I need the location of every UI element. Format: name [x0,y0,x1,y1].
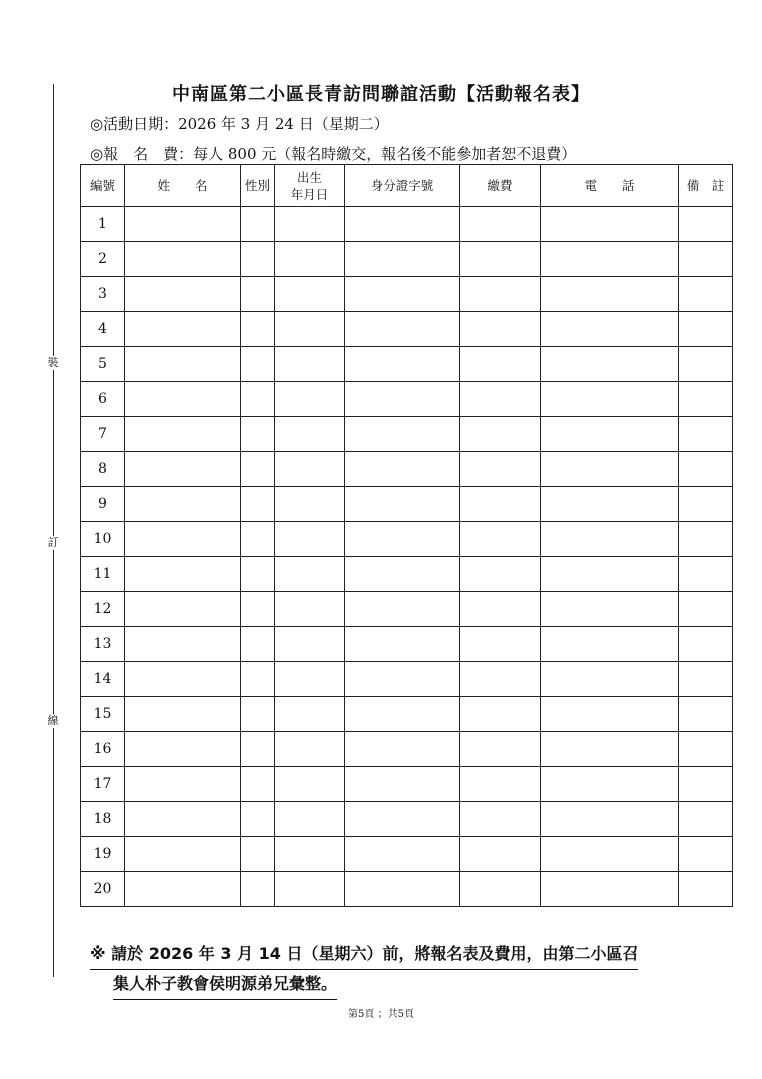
payment-cell[interactable] [460,487,541,522]
gender-cell[interactable] [241,207,275,242]
name-cell[interactable] [125,487,241,522]
registration-table [80,164,733,907]
id-number-cell[interactable] [345,732,460,767]
row-number: 9 [81,487,125,522]
phone-cell[interactable] [541,522,679,557]
note-line-2: 集人朴子教會侯明源弟兄彙整。 [113,970,337,1000]
id-number-cell[interactable] [345,277,460,312]
table-row [81,697,733,732]
id-number-cell[interactable] [345,802,460,837]
phone-cell[interactable] [541,277,679,312]
birthdate-cell[interactable] [275,452,345,487]
binding-line [53,84,54,977]
remarks-cell[interactable] [679,802,733,837]
row-number: 5 [81,347,125,382]
birthdate-cell[interactable] [275,627,345,662]
header-birth-line2: 年月日 [290,186,329,202]
gender-cell[interactable] [241,627,275,662]
gender-cell[interactable] [241,662,275,697]
binding-mark-ding: 訂 [47,536,59,549]
phone-cell[interactable] [541,872,679,907]
payment-cell[interactable] [460,347,541,382]
remarks-cell[interactable] [679,207,733,242]
table-row [81,592,733,627]
row-number: 3 [81,277,125,312]
id-number-cell[interactable] [345,452,460,487]
remarks-cell[interactable] [679,522,733,557]
phone-cell[interactable] [541,207,679,242]
phone-cell[interactable] [541,767,679,802]
id-number-cell[interactable] [345,382,460,417]
birthdate-cell[interactable] [275,837,345,872]
remarks-cell[interactable] [679,697,733,732]
row-number: 19 [81,837,125,872]
gender-cell[interactable] [241,802,275,837]
table-row [81,802,733,837]
id-number-cell[interactable] [345,767,460,802]
table-row [81,872,733,907]
table-row [81,767,733,802]
phone-cell[interactable] [541,662,679,697]
birthdate-cell[interactable] [275,767,345,802]
phone-cell[interactable] [541,697,679,732]
birthdate-cell[interactable] [275,697,345,732]
phone-cell[interactable] [541,802,679,837]
gender-cell[interactable] [241,312,275,347]
phone-cell[interactable] [541,732,679,767]
row-number: 1 [81,207,125,242]
id-number-cell[interactable] [345,487,460,522]
payment-cell[interactable] [460,627,541,662]
table-row [81,837,733,872]
id-number-cell[interactable] [345,347,460,382]
name-cell[interactable] [125,242,241,277]
table-row [81,662,733,697]
remarks-cell[interactable] [679,592,733,627]
table-row [81,487,733,522]
gender-cell[interactable] [241,382,275,417]
header-remarks: 備 註 [679,165,733,207]
remarks-cell[interactable] [679,452,733,487]
table-header-row [81,165,733,207]
header-gender: 性別 [241,165,275,207]
birthdate-cell[interactable] [275,662,345,697]
name-cell[interactable] [125,627,241,662]
phone-cell[interactable] [541,312,679,347]
birthdate-cell[interactable] [275,417,345,452]
phone-cell[interactable] [541,557,679,592]
payment-cell[interactable] [460,802,541,837]
payment-cell[interactable] [460,837,541,872]
payment-cell[interactable] [460,767,541,802]
row-number: 17 [81,767,125,802]
name-cell[interactable] [125,767,241,802]
name-cell[interactable] [125,697,241,732]
page-footer: 第5頁 ；共5頁 [348,1009,414,1020]
birthdate-cell[interactable] [275,347,345,382]
payment-cell[interactable] [460,312,541,347]
birthdate-cell[interactable] [275,522,345,557]
table-row [81,347,733,382]
payment-cell[interactable] [460,697,541,732]
gender-cell[interactable] [241,592,275,627]
gender-cell[interactable] [241,452,275,487]
header-birthdate [275,165,345,207]
phone-cell[interactable] [541,347,679,382]
name-cell[interactable] [125,452,241,487]
table-row [81,522,733,557]
table-row [81,557,733,592]
payment-cell[interactable] [460,592,541,627]
registration-fee: ◎報 名 費：每人 800 元（報名時繳交，報名後不能參加者恕不退費） [90,145,577,163]
name-cell[interactable] [125,592,241,627]
table-row [81,452,733,487]
payment-cell[interactable] [460,522,541,557]
phone-cell[interactable] [541,382,679,417]
payment-cell[interactable] [460,417,541,452]
row-number: 2 [81,242,125,277]
name-cell[interactable] [125,837,241,872]
payment-cell[interactable] [460,872,541,907]
birthdate-cell[interactable] [275,242,345,277]
remarks-cell[interactable] [679,767,733,802]
name-cell[interactable] [125,277,241,312]
remarks-cell[interactable] [679,872,733,907]
activity-date: ◎活動日期：2026 年 3 月 24 日（星期二） [90,115,389,133]
header-phone: 電 話 [541,165,679,207]
note-line-1: ※ 請於 2026 年 3 月 14 日（星期六）前，將報名表及費用，由第二小區召 [90,940,638,970]
name-cell[interactable] [125,522,241,557]
birthdate-cell[interactable] [275,592,345,627]
payment-cell[interactable] [460,557,541,592]
gender-cell[interactable] [241,242,275,277]
birthdate-cell[interactable] [275,802,345,837]
binding-mark-zhuang: 裝 [47,356,59,369]
phone-cell[interactable] [541,452,679,487]
remarks-cell[interactable] [679,627,733,662]
phone-cell[interactable] [541,837,679,872]
name-cell[interactable] [125,662,241,697]
table-row [81,417,733,452]
row-number: 7 [81,417,125,452]
table-row [81,277,733,312]
row-number: 6 [81,382,125,417]
binding-mark-xian: 線 [47,714,59,727]
birthdate-cell[interactable] [275,382,345,417]
remarks-cell[interactable] [679,312,733,347]
table-row [81,207,733,242]
id-number-cell[interactable] [345,662,460,697]
birthdate-cell[interactable] [275,872,345,907]
birthdate-cell[interactable] [275,487,345,522]
header-name: 姓 名 [125,165,241,207]
gender-cell[interactable] [241,697,275,732]
phone-cell[interactable] [541,592,679,627]
payment-cell[interactable] [460,277,541,312]
id-number-cell[interactable] [345,592,460,627]
payment-cell[interactable] [460,382,541,417]
id-number-cell[interactable] [345,522,460,557]
remarks-cell[interactable] [679,382,733,417]
name-cell[interactable] [125,802,241,837]
name-cell[interactable] [125,382,241,417]
phone-cell[interactable] [541,487,679,522]
gender-cell[interactable] [241,837,275,872]
header-birth-line1: 出生 [296,169,322,185]
gender-cell[interactable] [241,732,275,767]
remarks-cell[interactable] [679,487,733,522]
table-row [81,312,733,347]
birthdate-cell[interactable] [275,312,345,347]
row-number: 18 [81,802,125,837]
header-number: 編號 [81,165,125,207]
phone-cell[interactable] [541,242,679,277]
table-row [81,242,733,277]
birthdate-cell[interactable] [275,732,345,767]
gender-cell[interactable] [241,767,275,802]
row-number: 20 [81,872,125,907]
payment-cell[interactable] [460,242,541,277]
id-number-cell[interactable] [345,207,460,242]
name-cell[interactable] [125,207,241,242]
gender-cell[interactable] [241,417,275,452]
table-row [81,627,733,662]
id-number-cell[interactable] [345,417,460,452]
remarks-cell[interactable] [679,277,733,312]
row-number: 15 [81,697,125,732]
payment-cell[interactable] [460,207,541,242]
remarks-cell[interactable] [679,732,733,767]
id-number-cell[interactable] [345,312,460,347]
remarks-cell[interactable] [679,837,733,872]
row-number: 11 [81,557,125,592]
payment-cell[interactable] [460,452,541,487]
header-id-number: 身分證字號 [345,165,460,207]
row-number: 4 [81,312,125,347]
submission-note [90,940,638,1000]
birthdate-cell[interactable] [275,277,345,312]
gender-cell[interactable] [241,487,275,522]
row-number: 13 [81,627,125,662]
remarks-cell[interactable] [679,347,733,382]
id-number-cell[interactable] [345,242,460,277]
phone-cell[interactable] [541,627,679,662]
payment-cell[interactable] [460,662,541,697]
remarks-cell[interactable] [679,242,733,277]
name-cell[interactable] [125,557,241,592]
name-cell[interactable] [125,417,241,452]
name-cell[interactable] [125,347,241,382]
gender-cell[interactable] [241,347,275,382]
row-number: 12 [81,592,125,627]
id-number-cell[interactable] [345,837,460,872]
remarks-cell[interactable] [679,662,733,697]
table-body [81,207,733,907]
id-number-cell[interactable] [345,697,460,732]
remarks-cell[interactable] [679,557,733,592]
id-number-cell[interactable] [345,627,460,662]
row-number: 8 [81,452,125,487]
header-payment: 繳費 [460,165,541,207]
payment-cell[interactable] [460,732,541,767]
gender-cell[interactable] [241,522,275,557]
name-cell[interactable] [125,872,241,907]
form-title: 中南區第二小區長青訪問聯誼活動【活動報名表】 [172,84,590,105]
gender-cell[interactable] [241,872,275,907]
name-cell[interactable] [125,732,241,767]
remarks-cell[interactable] [679,417,733,452]
table-row [81,382,733,417]
birthdate-cell[interactable] [275,557,345,592]
row-number: 16 [81,732,125,767]
gender-cell[interactable] [241,277,275,312]
table-row [81,732,733,767]
phone-cell[interactable] [541,417,679,452]
gender-cell[interactable] [241,557,275,592]
row-number: 14 [81,662,125,697]
row-number: 10 [81,522,125,557]
name-cell[interactable] [125,312,241,347]
id-number-cell[interactable] [345,557,460,592]
id-number-cell[interactable] [345,872,460,907]
birthdate-cell[interactable] [275,207,345,242]
